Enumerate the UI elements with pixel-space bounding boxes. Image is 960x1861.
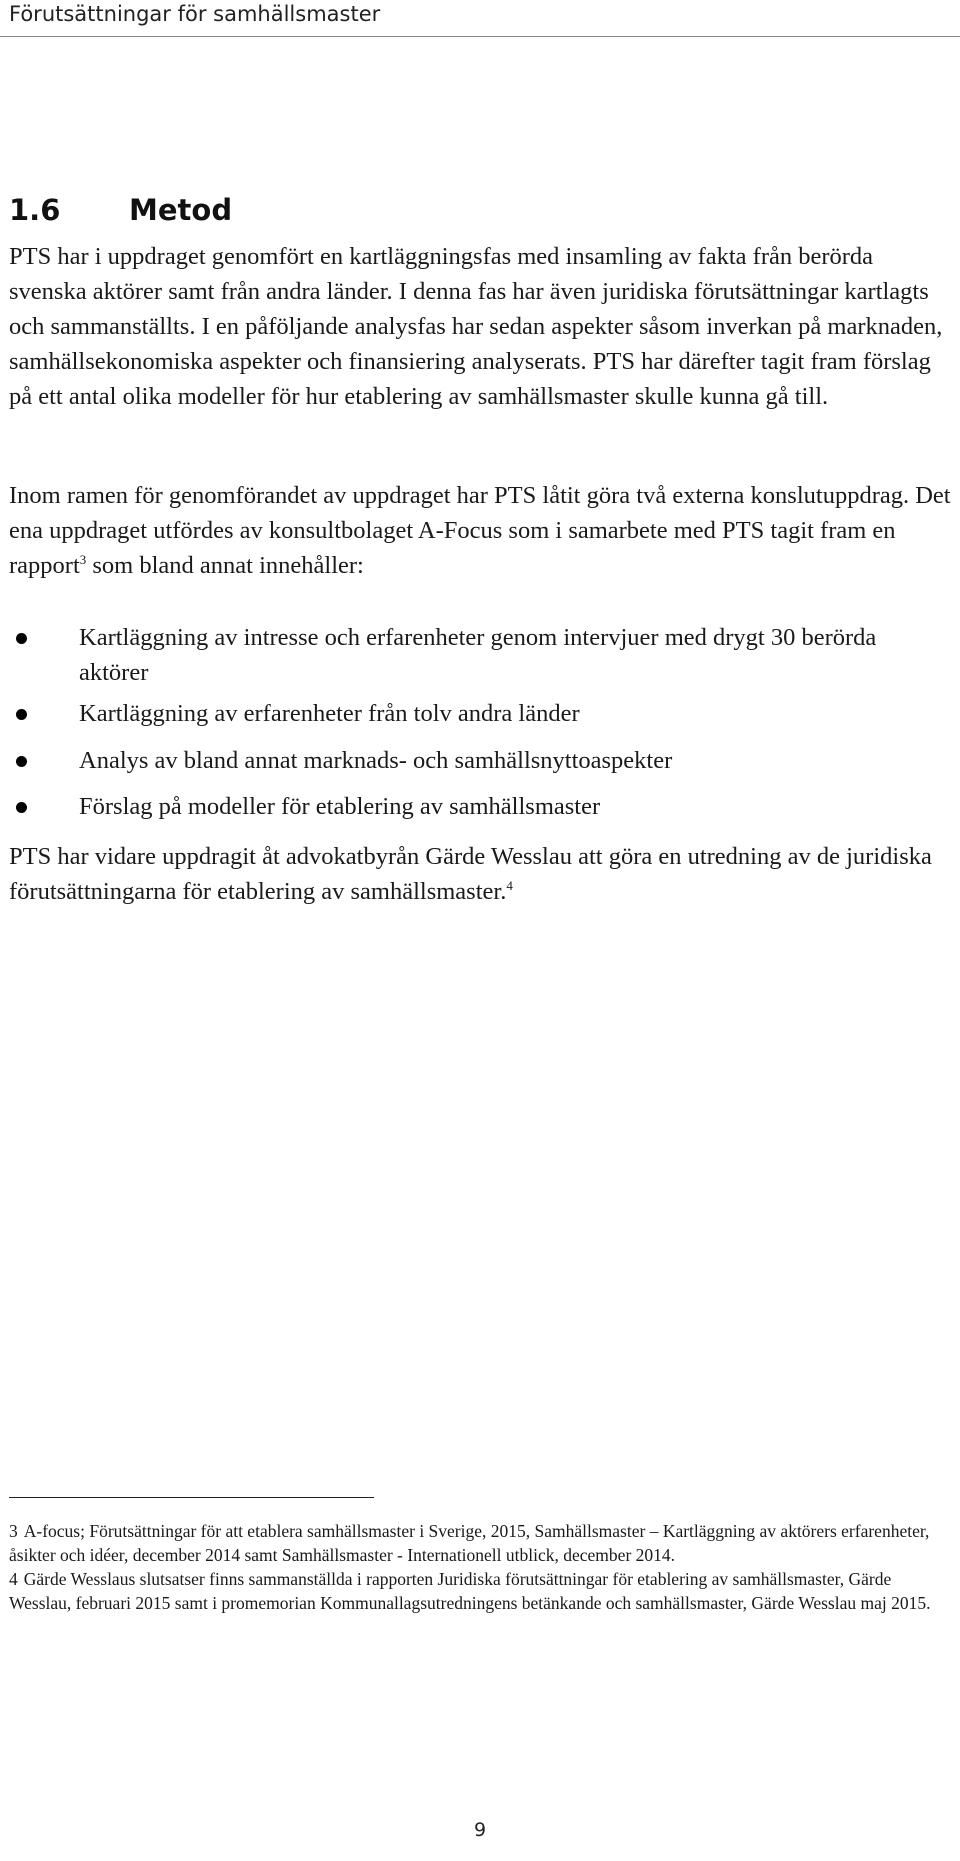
paragraph-legal-investigation [9,839,954,909]
header-divider [0,36,960,37]
footnote [9,1519,954,1567]
footnote-reference[interactable]: 4 [506,878,513,893]
bullet-icon [16,802,27,813]
section-number: 1.6 [9,193,61,227]
list-item [0,789,949,824]
section-title: Metod [129,193,233,227]
paragraph-external-assignments [9,478,954,583]
bullet-icon [16,633,27,644]
paragraph-text: som bland annat innehåller: [86,552,364,579]
footnote-number: 4 [9,1569,18,1589]
list-item [0,696,949,731]
report-contents-list [0,620,960,824]
running-header: Förutsättningar för samhällsmaster [9,2,381,26]
list-item-text: Förslag på modeller för etablering av samhällsmaster [79,793,601,820]
list-item-text: Kartläggning av erfarenheter från tolv andra länder [79,700,580,727]
paragraph-method-overview: PTS har i uppdraget genomfört en kartläggningsfas med insamling av fakta från berörda svenska aktörer samt från andra länder. I denna fas har även juridiska förutsättningar kartlagts och sammanställts. I en påföljande analysfas har sedan aspekter såsom inverkan på marknaden, samhällsekonomiska aspekter och finansiering analyserats. PTS har därefter tagit fram förslag på ett antal olika modeller för hur etablering av samhällsmaster skulle kunna gå till. [9,243,943,410]
page-number: 9 [473,1819,487,1841]
footnote-reference[interactable]: 3 [79,552,87,567]
paragraph-text: PTS har vidare uppdragit åt advokatbyrån Gärde Wesslau att göra en utredning av de juridiska förutsättningarna för etablering av samhällsmaster. [9,843,932,905]
footnote-separator [9,1497,374,1498]
footnote-number: 3 [9,1521,18,1541]
list-item-text: Analys av bland annat marknads- och samhällsnyttoaspekter [79,747,673,774]
footnote-text: A-focus; Förutsättningar för att etablera samhällsmaster i Sverige, 2015, Samhällsmaster – Kartläggning av aktörers erfarenheter, åsikter och idéer, december 2014 samt Samhällsmaster - Internationell utblick, december 2014. [9,1521,930,1565]
bullet-icon [16,756,27,767]
list-item [0,620,949,690]
footnotes [9,1519,954,1615]
footnote-text: Gärde Wesslaus slutsatser finns sammanställda i rapporten Juridiska förutsättningar för etablering av samhällsmaster, Gärde Wesslau, februari 2015 samt i promemorian Kommunallagsutredningens betänkande och samhällsmaster, Gärde Wesslau maj 2015. [9,1569,931,1613]
paragraph-text: Inom ramen för genomförandet av uppdraget har PTS låtit göra två externa konslutuppdrag. Det ena uppdraget utfördes av konsultbolaget A-Focus som i samarbete med PTS tagit fram en rapport [9,482,951,579]
bullet-icon [16,709,27,720]
list-item [0,743,949,778]
section-heading [9,192,232,228]
list-item-text: Kartläggning av intresse och erfarenheter genom intervjuer med drygt 30 berörda aktörer [79,624,877,686]
footnote [9,1567,954,1615]
